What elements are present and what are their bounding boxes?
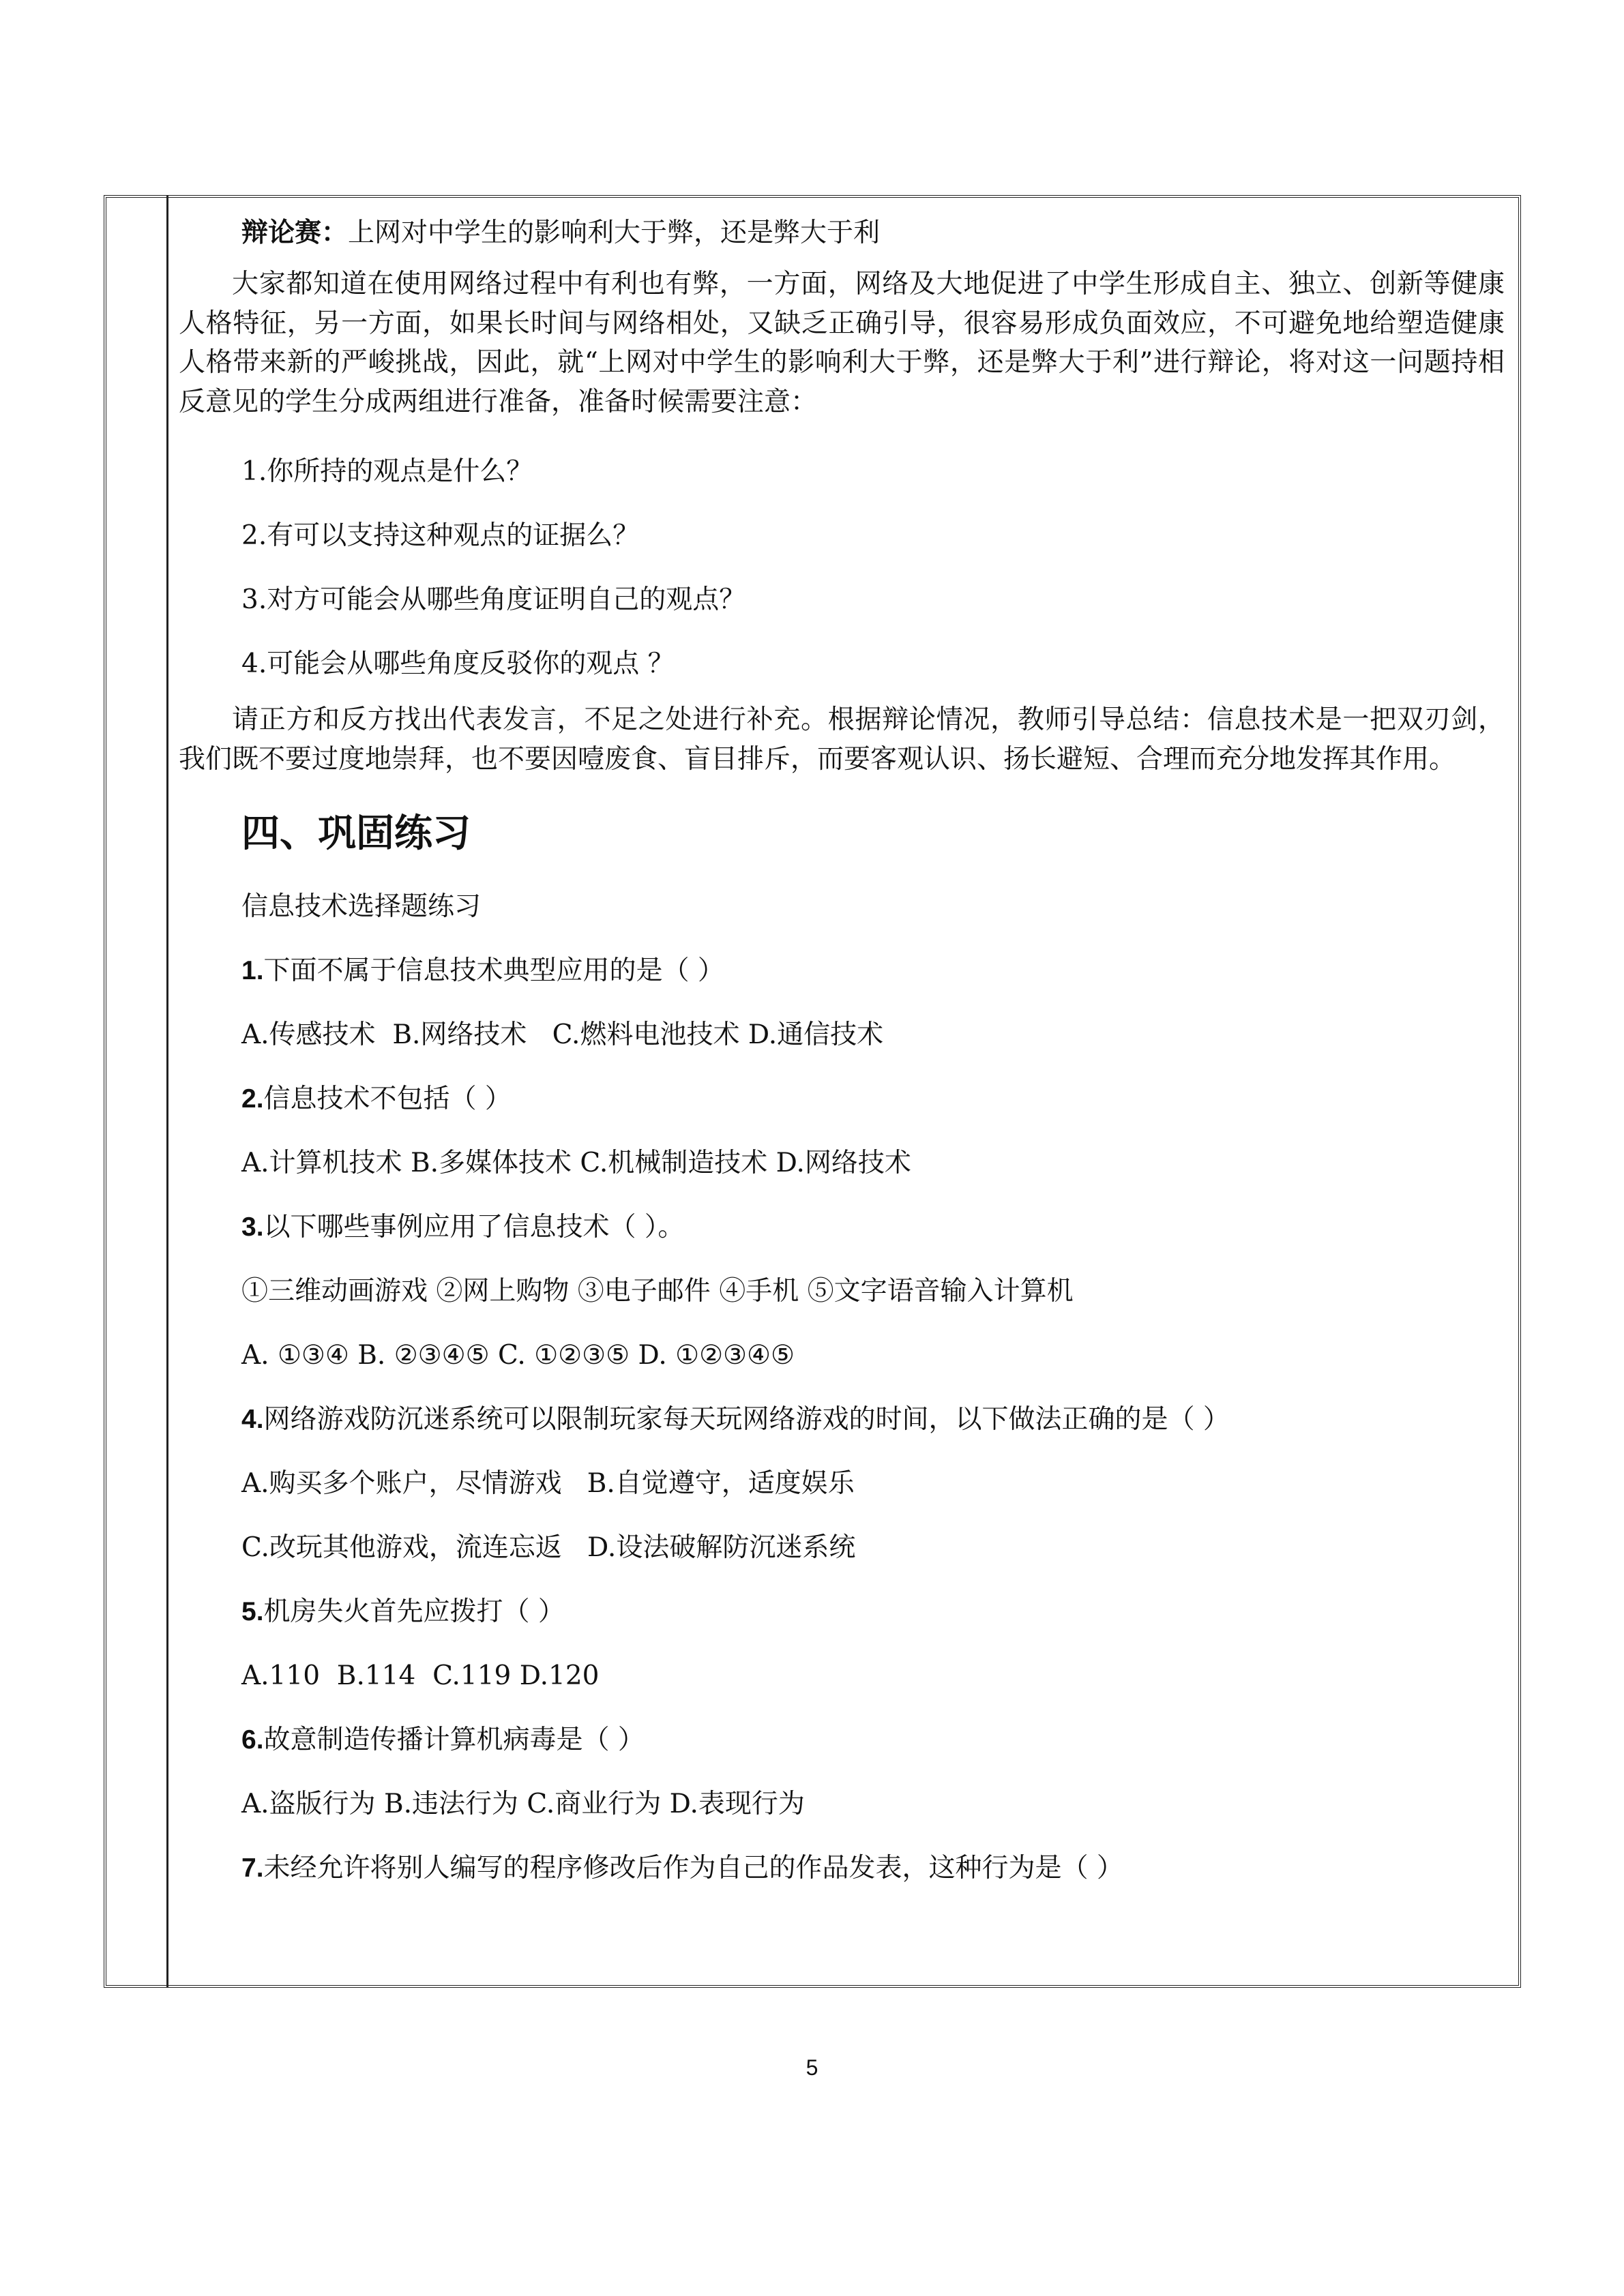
- debate-question: 2.有可以支持这种观点的证据么？: [241, 520, 640, 551]
- quiz-options: A. ①③④ B. ②③④⑤ C. ①②③⑤ D. ①②③④⑤: [241, 1339, 795, 1371]
- debate-question: 4.可能会从哪些角度反驳你的观点 ？: [241, 648, 675, 679]
- column-divider: [166, 195, 168, 1988]
- debate-title: 辩论赛：上网对中学生的影响利大于弊，还是弊大于利: [241, 217, 881, 248]
- section-heading: 四、巩固练习: [241, 811, 471, 856]
- lesson-content: [179, 200, 1505, 1900]
- quiz-options: A.传感技术 B.网络技术 C.燃料电池技术 D.通信技术: [241, 1019, 884, 1050]
- debate-question: 3.对方可能会从哪些角度证明自己的观点？: [241, 584, 746, 615]
- quiz-question: 1.下面不属于信息技术典型应用的是（ ）: [241, 955, 724, 986]
- quiz-question: 2.信息技术不包括（ ）: [241, 1083, 512, 1114]
- quiz-options: A.110 B.114 C.119 D.120: [241, 1660, 600, 1691]
- debate-summary: 请正方和反方找出代表发言，不足之处进行补充。根据辩论情况，教师引导总结：信息技术是一把双刃剑，我们既不要过度地崇拜，也不要因噎废食、盲目排斥，而要客观认识、扬长避短、合理而充分地发挥其作用。: [179, 704, 1505, 775]
- quiz-question: 7.未经允许将别人编写的程序修改后作为自己的作品发表，这种行为是（ ）: [241, 1852, 1123, 1883]
- quiz-options: C.改玩其他游戏，流连忘返 D.设法破解防沉迷系统: [241, 1532, 856, 1563]
- exercise-intro: 信息技术选择题练习: [241, 891, 482, 922]
- debate-question: 1.你所持的观点是什么？: [241, 456, 533, 487]
- quiz-question: 4.网络游戏防沉迷系统可以限制玩家每天玩网络游戏的时间，以下做法正确的是（ ）: [241, 1403, 1230, 1435]
- quiz-options: ①三维动画游戏 ②网上购物 ③电子邮件 ④手机 ⑤文字语音输入计算机: [241, 1275, 1074, 1307]
- quiz-options: A.计算机技术 B.多媒体技术 C.机械制造技术 D.网络技术: [241, 1147, 911, 1178]
- quiz-question: 6.故意制造传播计算机病毒是（ ）: [241, 1724, 645, 1755]
- page-number: 5: [806, 2055, 818, 2080]
- quiz-options: A.购买多个账户，尽情游戏 B.自觉遵守，适度娱乐: [241, 1467, 855, 1499]
- debate-paragraph: 大家都知道在使用网络过程中有利也有弊，一方面，网络及大地促进了中学生形成自主、独立、创新等健康人格特征，另一方面，如果长时间与网络相处，又缺乏正确引导，很容易形成负面效应，不可避免地给塑造健康人格带来新的严峻挑战，因此，就“上网对中学生的影响利大于弊，还是弊大于利”进行辩论，将对这一问题持相反意见的学生分成两组进行准备，准备时候需要注意：: [179, 269, 1505, 418]
- quiz-options: A.盗版行为 B.违法行为 C.商业行为 D.表现行为: [241, 1788, 805, 1819]
- quiz-question: 5.机房失火首先应拨打（ ）: [241, 1596, 565, 1627]
- quiz-question: 3.以下哪些事例应用了信息技术（ ）。: [241, 1211, 685, 1242]
